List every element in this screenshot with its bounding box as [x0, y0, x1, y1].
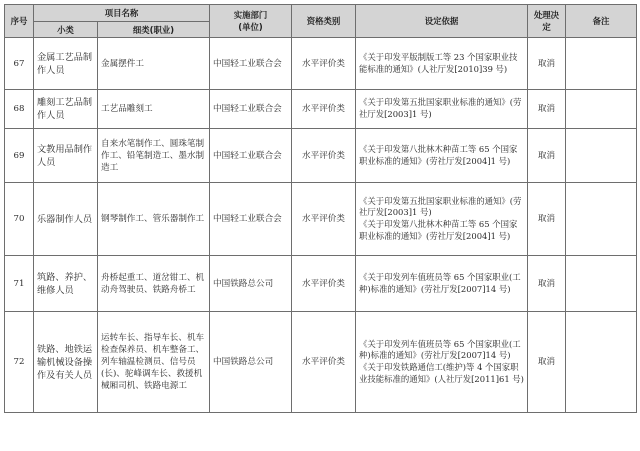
- cell-remark: [566, 312, 637, 413]
- cell-small-category: 雕刻工艺品制作人员: [34, 90, 98, 129]
- table-row: [5, 256, 637, 312]
- cell-decision: 取消: [528, 38, 566, 90]
- cell-decision: 取消: [528, 183, 566, 256]
- cell-remark: [566, 183, 637, 256]
- basis-entry: 《关于印发第八批林木种苗工等 65 个国家职业标准的通知》(劳社厅发[2004]1 号): [359, 143, 518, 166]
- header-remarks: 备注: [566, 5, 637, 38]
- header-seq: 序号: [5, 5, 34, 38]
- header-sub-detail: 细类(职业): [98, 22, 210, 38]
- cell-decision: 取消: [528, 90, 566, 129]
- cell-basis: [356, 38, 528, 90]
- cell-seq: 68: [5, 90, 34, 129]
- cell-qual-type: 水平评价类: [292, 129, 356, 183]
- header-sub-small: 小类: [34, 22, 98, 38]
- cell-remark: [566, 38, 637, 90]
- cell-detail-category: 舟桥起重工、道岔钳工、机动舟驾驶员、铁路舟桥工: [98, 256, 210, 312]
- cell-small-category: 乐器制作人员: [34, 183, 98, 256]
- cell-decision: 取消: [528, 312, 566, 413]
- cell-qual-type: 水平评价类: [292, 256, 356, 312]
- cell-basis: [356, 183, 528, 256]
- cell-qual-type: 水平评价类: [292, 38, 356, 90]
- cell-department: 中国铁路总公司: [210, 312, 292, 413]
- header-row-1: [5, 5, 637, 22]
- cell-small-category: 文教用品制作人员: [34, 129, 98, 183]
- header-department-unit: (单位): [238, 22, 263, 32]
- header-department: [210, 5, 292, 38]
- cell-seq: 71: [5, 256, 34, 312]
- table-row: [5, 90, 637, 129]
- cell-decision: 取消: [528, 129, 566, 183]
- basis-entry: 《关于印发第五批国家职业标准的通知》(劳社厅发[2003]1 号): [359, 195, 522, 218]
- cell-basis: [356, 256, 528, 312]
- basis-entry: 《关于印发平版制版工等 23 个国家职业技能标准的通知》(人社厅发[2010]39 号): [359, 51, 518, 74]
- cell-department: 中国轻工业联合会: [210, 38, 292, 90]
- cell-detail-category: 自来水笔制作工、圆珠笔制作工、铅笔制造工、墨水制造工: [98, 129, 210, 183]
- header-basis: 设定依据: [356, 5, 528, 38]
- header-project-name: 项目名称: [34, 5, 210, 22]
- cell-basis: [356, 129, 528, 183]
- header-department-main: 实施部门: [233, 10, 268, 20]
- cell-small-category: 金属工艺品制作人员: [34, 38, 98, 90]
- cell-department: 中国轻工业联合会: [210, 90, 292, 129]
- cell-seq: 69: [5, 129, 34, 183]
- cell-basis: [356, 312, 528, 413]
- basis-entry: 《关于印发列车值班员等 65 个国家职业(工种)标准的通知》(劳社厅发[2007]14 号): [359, 271, 521, 294]
- cell-department: 中国轻工业联合会: [210, 183, 292, 256]
- cell-department: 中国铁路总公司: [210, 256, 292, 312]
- header-decision: 处理决定: [528, 5, 566, 38]
- cell-small-category: 铁路、地铁运输机械设备操作及有关人员: [34, 312, 98, 413]
- cell-seq: 72: [5, 312, 34, 413]
- cell-qual-type: 水平评价类: [292, 312, 356, 413]
- table-row: [5, 312, 637, 413]
- table-row: [5, 38, 637, 90]
- cell-seq: 70: [5, 183, 34, 256]
- header-qual-type: 资格类别: [292, 5, 356, 38]
- cell-department: 中国轻工业联合会: [210, 129, 292, 183]
- basis-entry: 《关于印发第八批林木种苗工等 65 个国家职业标准的通知》(劳社厅发[2004]1 号): [359, 219, 518, 241]
- cell-detail-category: 工艺品雕刻工: [98, 90, 210, 129]
- cell-seq: 67: [5, 38, 34, 90]
- cell-remark: [566, 129, 637, 183]
- qualification-table: [4, 4, 637, 413]
- basis-entry: 《关于印发列车值班员等 65 个国家职业(工种)标准的通知》(劳社厅发[2007]14 号): [359, 338, 521, 361]
- cell-qual-type: 水平评价类: [292, 90, 356, 129]
- table-row: [5, 183, 637, 256]
- cell-detail-category: 运转车长、指导车长、机车检查保养员、机车整备工、列车轴温检测员、信号员(长)、驼峰调车长、救援机械厢司机、铁路电源工: [98, 312, 210, 413]
- basis-entry: 《关于印发第五批国家职业标准的通知》(劳社厅发[2003]1 号): [359, 97, 522, 119]
- basis-entry: 《关于印发铁路通信工(维护)等 4 个国家职业技能标准的通知》(人社厅发[2011]61 号): [359, 362, 524, 384]
- cell-detail-category: 金属摆件工: [98, 38, 210, 90]
- cell-detail-category: 钢琴制作工、管乐器制作工: [98, 183, 210, 256]
- cell-qual-type: 水平评价类: [292, 183, 356, 256]
- table-row: [5, 129, 637, 183]
- cell-small-category: 筑路、养护、维修人员: [34, 256, 98, 312]
- cell-remark: [566, 90, 637, 129]
- cell-decision: 取消: [528, 256, 566, 312]
- cell-basis: [356, 90, 528, 129]
- cell-remark: [566, 256, 637, 312]
